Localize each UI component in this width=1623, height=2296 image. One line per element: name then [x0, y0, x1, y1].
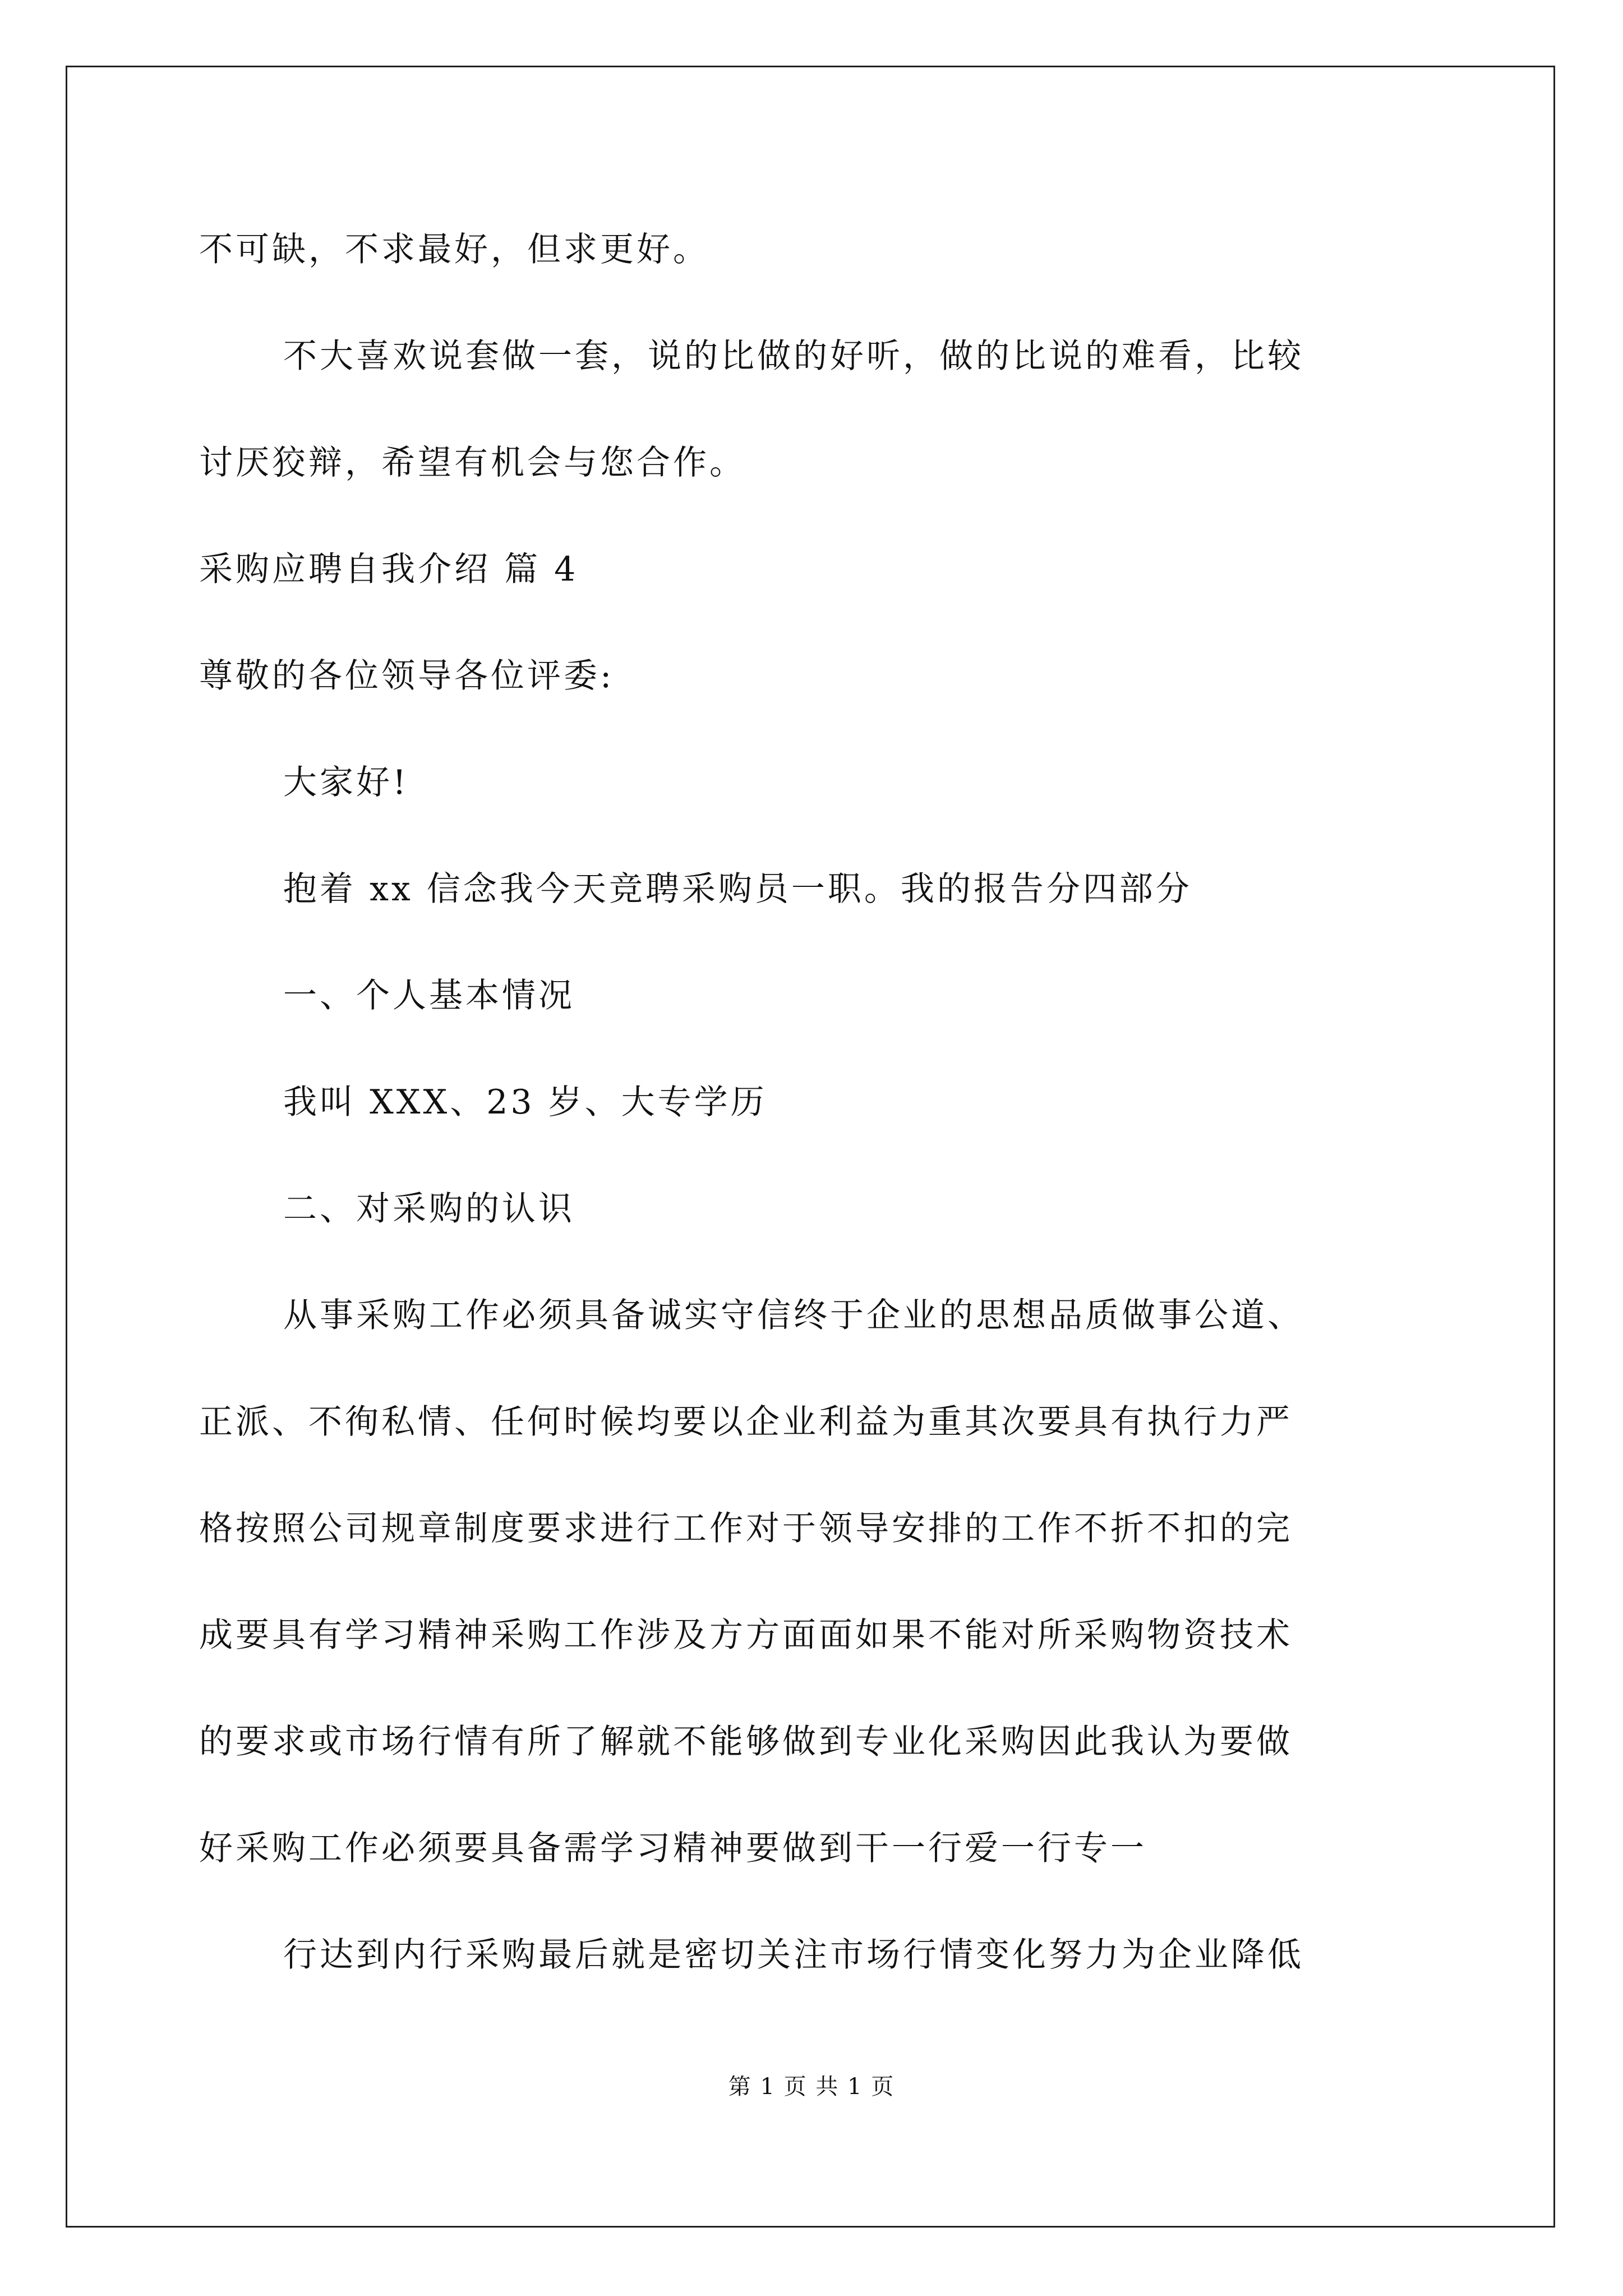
paragraph-line: 讨厌狡辩，希望有机会与您合作。	[199, 443, 746, 482]
page-border	[66, 66, 1555, 2228]
paragraph-line: 好采购工作必须要具备需学习精神要做到干一行爱一行专一	[199, 1829, 1147, 1868]
subheading: 二、对采购的认识	[283, 1189, 575, 1228]
paragraph-line: 不可缺，不求最好，但求更好。	[199, 230, 709, 269]
paragraph-line: 不大喜欢说套做一套，说的比做的好听，做的比说的难看，比较	[283, 337, 1304, 376]
paragraph-line: 行达到内行采购最后就是密切关注市场行情变化努力为企业降低	[283, 1935, 1304, 1975]
subheading: 一、个人基本情况	[283, 976, 575, 1015]
paragraph-line: 的要求或市场行情有所了解就不能够做到专业化采购因此我认为要做	[199, 1722, 1293, 1761]
page-footer: 第 1 页 共 1 页	[728, 2074, 895, 2100]
paragraph-line: 正派、不徇私情、任何时候均要以企业利益为重其次要具有执行力严	[199, 1402, 1293, 1442]
paragraph-line: 从事采购工作必须具备诚实守信终于企业的思想品质做事公道、	[283, 1296, 1304, 1335]
salutation: 尊敬的各位领导各位评委:	[199, 656, 615, 696]
paragraph-line: 我叫 XXX、23 岁、大专学历	[283, 1083, 767, 1122]
paragraph-line: 格按照公司规章制度要求进行工作对于领导安排的工作不折不扣的完	[199, 1509, 1293, 1548]
greeting: 大家好!	[283, 763, 409, 802]
paragraph-line: 成要具有学习精神采购工作涉及方方面面如果不能对所采购物资技术	[199, 1616, 1293, 1655]
section-heading: 采购应聘自我介绍 篇 4	[199, 550, 579, 589]
paragraph-line: 抱着 xx 信念我今天竞聘采购员一职。我的报告分四部分	[283, 869, 1192, 909]
